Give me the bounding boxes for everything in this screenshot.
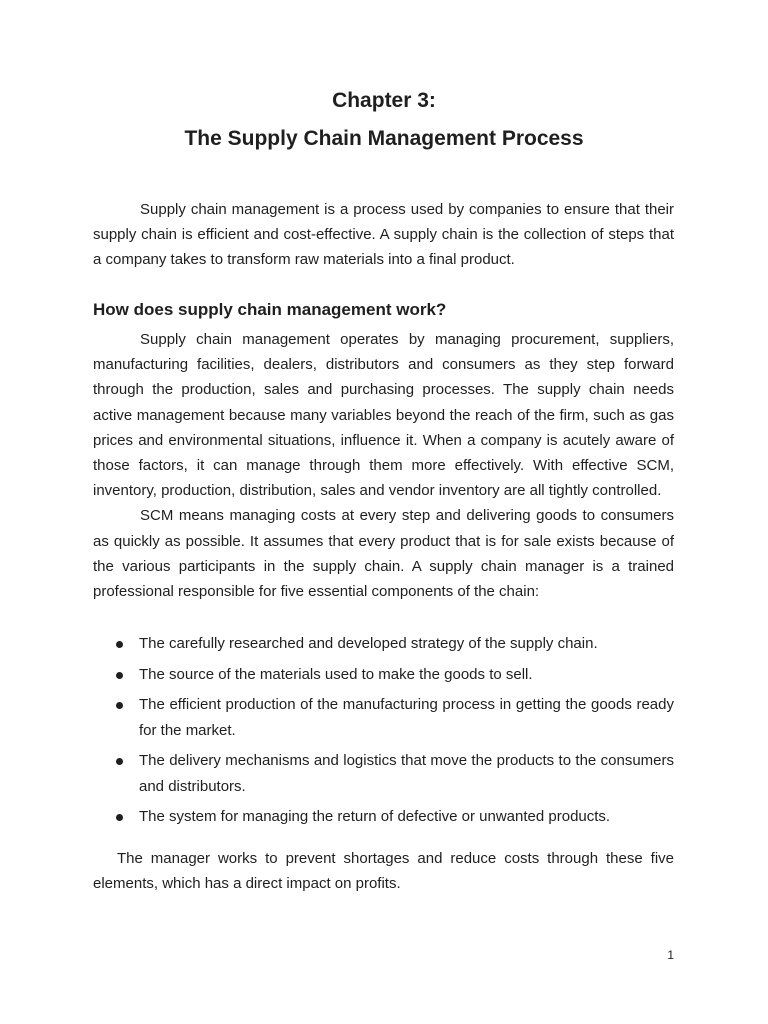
chapter-label: Chapter 3: <box>332 89 436 112</box>
section-body <box>93 327 674 604</box>
list-item <box>93 804 674 829</box>
list-item-text: The efficient production of the manufacturing process in getting the goods ready for the market. <box>139 696 674 739</box>
bullet-icon <box>116 758 123 765</box>
intro-paragraph: Supply chain management is a process used by companies to ensure that their supply chain is efficient and cost-effective. A supply chain is the collection of steps that a company takes to transform raw materials into a final product. <box>93 201 674 269</box>
list-item <box>93 662 674 687</box>
closing-section <box>93 831 674 911</box>
bullet-icon <box>116 702 123 709</box>
intro-section <box>93 197 674 273</box>
list-item-text: The delivery mechanisms and logistics that move the products to the consumers and distributors. <box>139 752 674 795</box>
chapter-title: The Supply Chain Management Process <box>184 127 584 150</box>
list-item <box>93 692 674 742</box>
page-number: 1 <box>667 948 674 962</box>
list-item <box>93 631 674 656</box>
body-paragraph: SCM means managing costs at every step and delivering goods to consumers as quickly as possible. It assumes that every product that is for sale exists because of the various participants in the supply chain. A supply chain manager is a trained professional responsible for five essential components of the chain: <box>93 507 674 601</box>
body-paragraph: Supply chain management operates by managing procurement, suppliers, manufacturing facilities, dealers, distributors and consumers as they step forward through the production, sales and purchasing processes. The supply chain needs active management because many variables beyond the reach of the firm, such as gas prices and environmental situations, influence it. When a company is acutely aware of those factors, it can manage through them more effectively. With effective SCM, inventory, production, distribution, sales and vendor inventory are all tightly controlled. <box>93 331 674 500</box>
bullet-icon <box>116 641 123 648</box>
bullet-list <box>93 631 674 835</box>
bullet-icon <box>116 672 123 679</box>
list-item-text: The system for managing the return of defective or unwanted products. <box>139 808 611 826</box>
list-item-text: The source of the materials used to make the goods to sell. <box>139 665 533 683</box>
list-item <box>93 748 674 798</box>
list-item-text: The carefully researched and developed strategy of the supply chain. <box>139 635 598 652</box>
bullet-icon <box>116 814 123 821</box>
closing-paragraph: The manager works to prevent shortages and reduce costs through these five elements, which has a direct impact on profits. <box>93 850 674 893</box>
section-heading: How does supply chain management work? <box>93 300 447 319</box>
